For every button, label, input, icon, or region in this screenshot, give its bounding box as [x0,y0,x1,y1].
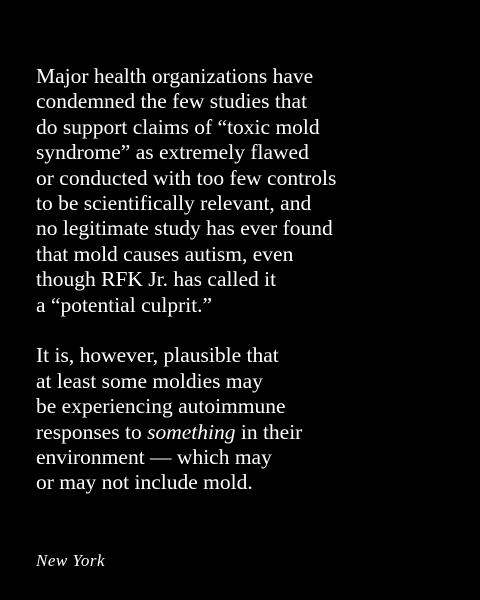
text-segment: responses to [36,419,148,444]
text-segment: be experiencing autoimmune [36,394,286,419]
new-york-logo: New York [36,551,106,570]
text-line [36,470,466,495]
text-segment: Major health organizations have [36,64,314,88]
text-line [36,191,466,216]
text-line [36,267,466,292]
text-segment: no legitimate study has ever found [36,216,333,241]
paragraph-1 [36,64,466,318]
text-segment: at least some moldies may [36,368,263,393]
text-segment: or may not include mold. [36,470,253,495]
article-excerpt [36,64,466,496]
text-line [36,394,466,419]
emphasis-text: something [147,419,236,444]
paragraph-2 [36,343,466,495]
text-segment: syndrome” as extremely flawed [36,140,309,165]
text-segment: to be scientifically relevant, and [36,191,312,216]
text-segment: It is, however, plausible that [36,343,279,368]
text-segment: do support claims of “toxic mold [36,114,320,139]
text-segment: condemned the few studies that [36,89,308,114]
text-line [36,343,466,368]
text-line [36,445,466,470]
text-line [36,369,466,394]
text-line [36,216,466,241]
text-segment: though RFK Jr. has called it [36,267,277,292]
text-segment: that mold causes autism, even [36,241,294,266]
text-segment: a “potential culprit.” [36,292,213,317]
text-line [36,64,466,89]
text-line [36,293,466,318]
text-segment: in their [235,419,303,444]
text-line [36,140,466,165]
text-line [36,242,466,267]
text-segment: environment — which may [36,445,272,470]
text-line [36,166,466,191]
text-line [36,115,466,140]
text-line [36,420,466,445]
text-line [36,89,466,114]
text-segment: or conducted with too few controls [36,165,337,190]
